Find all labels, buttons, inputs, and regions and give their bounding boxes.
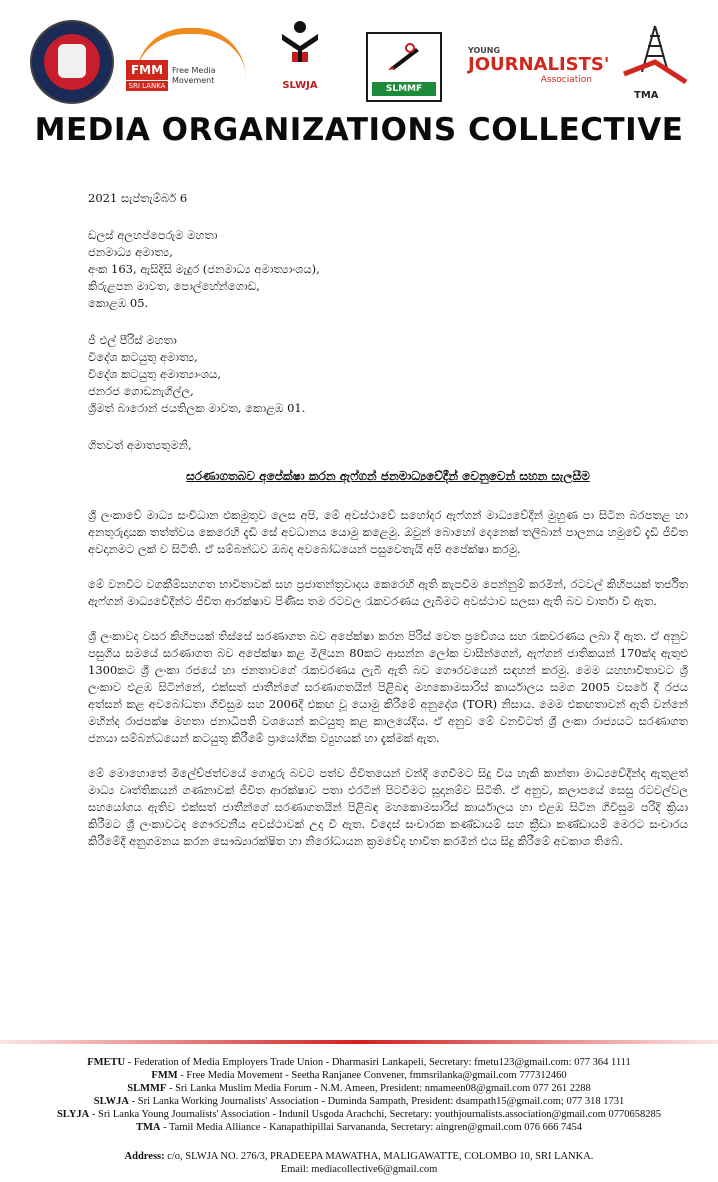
letter-body [88,190,688,868]
org-details: - Sri Lanka Muslim Media Forum - N.M. Ameen, President: nmameen08@gmail.com 077 261 2288 [166,1083,591,1094]
fmm-logo-text: Free Media Movement [172,66,216,85]
slwja-figure-icon [280,20,320,64]
antenna-tower-icon [620,22,690,88]
recipient-address-2 [88,332,688,417]
footer-line [0,1095,718,1108]
address-line: අංක 163, ඇසිදිසි මැදුර (ජනමාධ්‍ය අමාත්‍යාංශය), [88,262,320,276]
footer-line [0,1056,718,1069]
fist-icon [58,44,86,78]
footer-line [0,1108,718,1121]
address-line: ජනමාධ්‍ය අමාත්‍ය, [88,245,173,259]
paragraph: මේ මොහොතේ මිලේච්ඡත්වයේ ගොදුරු බවට පත්ව ජීවිතයෙන් වන්දි ගෙවීමට සිදු විය හැකි කාන්තා මාධ්‍යවේදීන්ද ඇතුළත් මාධ්‍ය වෘත්තිකයන් ගණනාවක් ජීවිත ආරක්ෂාව පතා එරටින් පිටවීමට සූදානම්ව සිටිති. ඒ අනුව, කලාපයේ සෙසු රටවල්වල සහයෝගය ඇතිව එක්සත් ජාතීන්ගේ සරණාගතයින් පිළිබඳ මහකොමසාරිස් කාර්යාලය හා එළඹ සිටින ගිවිසුම පරිදි ක්‍රියා කිරීමට ශ්‍රී ලංකාවටද ගෞරවනීය අවස්ථාවක් උදා වී ඇත. විදෙස් සංචාරක කණ්ඩායම් සහ ක්‍රීඩා කණ්ඩායම් මෙරට සංචාරය කිරීමේදී අනුගමනය කරන සෞඛ්‍යාරක්ෂිත හා නිරෝධායන ක්‍රමවේද භාවිත කරමින් එය සිදු කිරීමේ අවකාශ තිබේ. [88,766,688,848]
address-line: ශ්‍රීමත් බාරොන් ජයතිලක මාවත, කොළඹ 01. [88,401,306,415]
paragraph: මේ වනවිට වගකීම්සහගත භාවිතාවක් සහ ප්‍රජාතන්ත්‍රවාදය කෙරෙහි ඇති කැපවීම පෙන්නුම් කරමින්, රටවල් කිහිපයක් තර්ජිත ඇෆ්ගන් මාධ්‍යවේදීන්ට ජීවිත ආරක්ෂාව පිණිස තම රටවල රැකවරණය ලැබීමට අවස්ථාව සලසා ඇති බව වාර්තා වී ඇත. [88,577,688,608]
org-details: - Federation of Media Employers Trade Union - Dharmasiri Lankapeli, Secretary: fmetu123@gmail.com: 077 364 1111 [125,1057,631,1068]
slyja-logo-assoc: Association [540,75,592,85]
address-line: ජී එල් පීරිස් මහතා [88,333,177,347]
slwja-logo-label: SLWJA [282,80,318,91]
footer-address [0,1150,718,1163]
slyja-logo-main: JOURNALISTS' [468,54,610,75]
org-details: - Sri Lanka Working Journalists' Association - Duminda Sampath, President: dsampath15@gmail.com; 077 318 1731 [129,1096,625,1107]
footer-line [0,1069,718,1082]
footer-email: Email: mediacollective6@gmail.com [280,1164,438,1175]
page-title: MEDIA ORGANIZATIONS COLLECTIVE [34,112,684,148]
org-abbr: SLMMF [127,1083,167,1094]
address-line: කිරුළපන මාවත, පොල්හේන්ගොඩ, [88,279,260,293]
org-details: - Tamil Media Alliance - Kanapathipillai Sarvananda, Secretary: aingren@gmail.com 076 666 7454 [160,1122,583,1133]
org-abbr: SLYJA [56,1109,90,1120]
recipient-address-1 [88,227,688,312]
address-line: කොළඹ 05. [88,296,149,310]
address-label: Address: [124,1151,165,1162]
footer-line [0,1121,718,1134]
tma-logo-label: TMA [634,90,659,101]
fmetu-logo [30,20,114,104]
address-text: c/o, SLWJA NO. 276/3, PRADEEPA MAWATHA, MALIGAWATTE, COLOMBO 10, SRI LANKA. [164,1151,594,1162]
slmmf-logo-label: SLMMF [372,82,436,96]
org-abbr: TMA [135,1122,161,1133]
org-abbr: SLWJA [93,1096,129,1107]
address-line: ජනරජ ගොඩනැගිල්ල, [88,384,194,398]
letter-date: 2021 සැප්තැම්බර් 6 [88,191,188,205]
slyja-logo-top: YOUNG [468,46,501,55]
org-details: - Free Media Movement - Seetha Ranjanee Convener, fmmsrilanka@gmail.com 777312460 [177,1070,567,1081]
footer-divider [0,1040,718,1044]
paragraph: ශ්‍රී ලංකාවද වසර කිහිපයක් තිස්සේ සරණාගත බව අපේක්ෂා කරන පිරිස් වෙත ප්‍රවේශය සහ රැකවරණය ලබා දී ඇත. ඒ අනුව පසුගිය සමයේ සරණාගත බව අපේක්ෂා කළ මිලියන 80කට ආසන්න ලෝක වාසීන්ගෙන්, ඇෆ්ගන් ජාතිකයන් 170ක්ද ඇතුළු 1300කට ශ්‍රී ලංකා රජයේ හා ජනතාවගේ රැකවරණය ලැබී ඇති බව ගෞරවයෙන් සඳහන් කරමු. මෙම යහභාවිතාවට ශ්‍රී ලංකාව එළඹ සිටින්නේ, එක්සත් ජාතීන්ගේ සරණාගතයින් පිළිබඳ මහකොමසාරිස් කාර්යාලය සමග 2005 වසරේ දී රජය අත්සන් කළ අවබෝධතා ගිවිසුම සහ 2006දී එකඟ වූ යොමු කිරීමේ අනුදේශ (TOR) නිසාය. මෙම එකඟතාවන් ඇති වන්නේ මහින්ද රාජපක්ෂ මහතා ජනාධිපති වශයෙන් කටයුතු කළ කාලයේදීය. ඒ අනුව මේ වනවිටත් ශ්‍රී ලංකා රාජ්‍යයට සරණාගත ජනයා සම්බන්ධයෙන් කටයුතු කිරීමේ ප්‍රායෝගික ව්‍යුහයක් හා දැක්මක් ඇත. [88,629,688,745]
tma-logo [620,22,690,102]
fmm-badge-sub: SRI LANKA [126,81,168,91]
address-line: විදේශ කටයුතු අමාත්‍ය, [88,350,198,364]
slyja-logo [468,46,610,92]
pen-icon [386,42,422,72]
salutation: ගිතවත් අමාත්‍යතුමනි, [88,438,192,452]
fmm-logo [126,28,256,98]
slwja-logo [270,18,330,100]
letter-subject: සරණාගතබව අපේක්ෂා කරන ඇෆ්ගන් ජනමාධ්‍යවේදීන් වෙනුවෙන් සහන සැලසීම [186,469,590,483]
address-line: විදේශ කටයුතු අමාත්‍යාංශය, [88,367,221,381]
slmmf-logo [366,32,442,102]
footer [0,1056,718,1176]
logo-strip [0,12,718,102]
org-abbr: FMETU [87,1057,126,1068]
org-abbr: FMM [151,1070,178,1081]
address-line: ඩලස් අලහප්පෙරුම මහතා [88,228,218,242]
org-details: - Sri Lanka Young Journalists' Association - Indunil Usgoda Arachchi, Secretary: youthjournalists.association@gmail.com 0770658285 [89,1109,662,1120]
fmm-badge: FMM [126,60,168,80]
footer-line [0,1082,718,1095]
paragraph: ශ්‍රී ලංකාවේ මාධ්‍ය සංවිධාන එකමුතුව ලෙස අපි, මේ අවස්ථාවේ සහෝදර ඇෆ්ගන් මාධ්‍යවේදීන් මුහුණ පා සිටින බරපතළ හා අනතුරුදායක තත්ත්වය කෙරෙහි දැඩි සේ අවධානය යොමු කළෙමු. ඔවුන් බොහෝ දෙනෙක් තලිබාන් පාලනය හමුවේ දැඩි ජීවිත අවදානමට ලක් ව සිටිති. ඒ සම්බන්ධව ඔබද අවබෝධයෙන් පසුවෙතැයි අපි අපේක්ෂා කරමු. [88,508,688,556]
